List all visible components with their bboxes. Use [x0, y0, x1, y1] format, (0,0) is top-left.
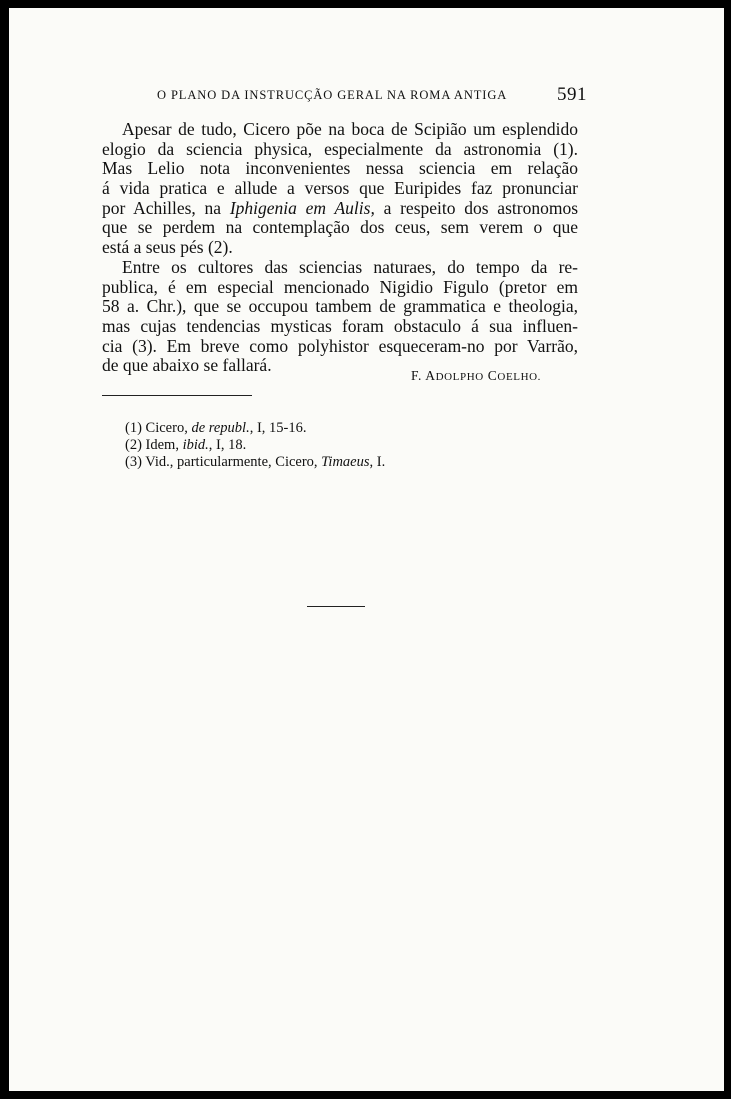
page-number: 591	[557, 84, 587, 105]
text-line: 58 a. Chr.), que se occupou tambem de grammatica e theologia,	[102, 296, 578, 317]
signature-part: C	[483, 368, 498, 383]
footnote-text: , I.	[369, 454, 386, 470]
end-divider	[307, 606, 365, 607]
paragraph-1	[102, 120, 578, 258]
text-fragment: a respeito dos astronomos	[374, 197, 579, 218]
footnote-title: de republ.	[191, 420, 250, 436]
footnote-3	[125, 454, 385, 471]
footnotes	[125, 420, 385, 471]
book-page	[9, 8, 724, 1091]
body-text	[102, 120, 578, 376]
footnote-mark: (3)	[125, 454, 142, 470]
text-line: mas cujas tendencias mysticas foram obstaculo á sua influen-	[102, 315, 578, 336]
text-line: elogio da sciencia physica, especialmente da astronomia (1).	[102, 138, 578, 159]
text-line: Entre os cultores das sciencias naturaes, do tempo da re-	[122, 256, 578, 277]
signature-part: F. A	[411, 368, 436, 383]
running-head	[157, 84, 587, 110]
footnote-mark: (2)	[125, 437, 142, 453]
text-line-with-title	[102, 199, 578, 219]
paragraph-2	[102, 258, 578, 376]
footnote-divider	[102, 395, 252, 396]
signature-part: DOLPHO	[435, 371, 484, 383]
footnote-text: Cicero,	[141, 420, 192, 436]
text-fragment: por Achilles, na	[102, 197, 230, 218]
author-signature	[411, 368, 541, 384]
running-title: O PLANO DA INSTRUCÇÃO GERAL NA ROMA ANTIGA	[157, 88, 508, 102]
text-line: Mas Lelio nota inconvenientes nessa sciencia em relação	[102, 158, 578, 179]
footnote-1	[125, 420, 385, 437]
work-title: Iphigenia em Aulis,	[229, 197, 375, 218]
text-line: Apesar de tudo, Cicero põe na boca de Scipião um esplendido	[122, 119, 578, 139]
footnote-text: , I, 18.	[208, 437, 247, 453]
text-line: cia (3). Em breve como polyhistor esqueceram-no por Varrão,	[102, 335, 578, 356]
signature-part: OELHO.	[497, 371, 542, 383]
footnote-text: Idem,	[141, 437, 183, 453]
text-line: está a seus pés (2).	[102, 237, 233, 258]
footnote-title: ibid.	[182, 437, 209, 453]
footnote-mark: (1)	[125, 420, 142, 436]
footnote-text: Vid., particularmente, Cicero,	[141, 454, 322, 470]
footnote-title: Timaeus	[321, 454, 370, 470]
footnote-text: , I, 15-16.	[249, 420, 307, 436]
footnote-2	[125, 437, 385, 454]
text-line: que se perdem na contemplação dos ceus, sem verem o que	[102, 217, 578, 238]
text-line: publica, é em especial mencionado Nigidio Figulo (pretor em	[102, 276, 578, 297]
text-line: á vida pratica e allude a versos que Euripides faz pronunciar	[102, 178, 578, 199]
text-line: de que abaixo se fallará.	[102, 355, 272, 376]
